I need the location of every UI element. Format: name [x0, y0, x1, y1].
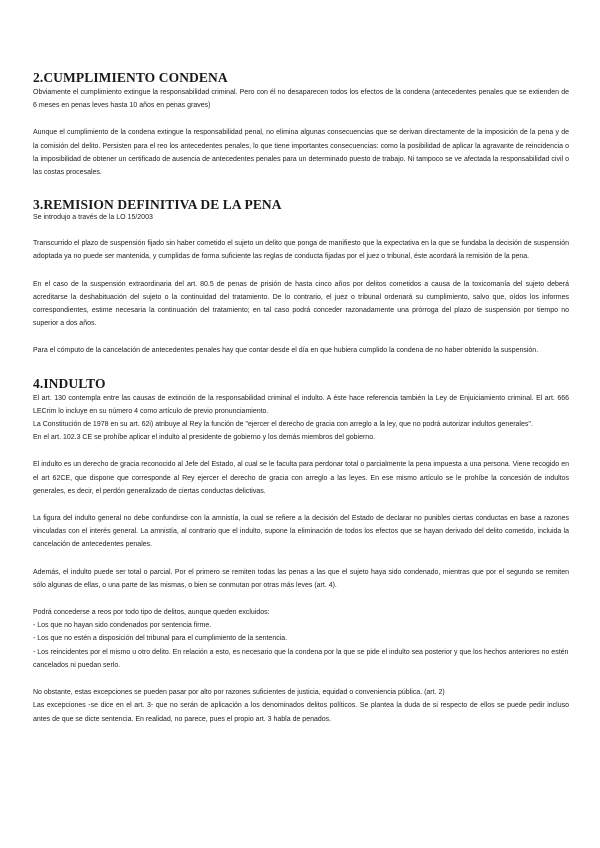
section-2-paragraph-1: Obviamente el cumplimiento extingue la responsabilidad criminal. Pero con él no desaparecen todos los efectos de la condena (antecedentes penales que se extienden de 6 meses en penas leves hasta 10 años en penas graves) — [33, 89, 569, 110]
section-2-heading: 2.CUMPLIMIENTO CONDENA — [33, 70, 228, 85]
section-4-paragraph-4: Además, el indulto puede ser total o parcial. Por el primero se remiten todas las penas a las que el sujeto haya sido condenado, mientras que por el segundo se remiten sólo algunas de ellas, o una parte de las mismas, o bien se conmutan por otras más leves (art. 4). — [33, 568, 569, 589]
section-4-paragraph-6-line-2: Las excepciones -se dice en el art. 3- que no serán de aplicación a los denominados delitos políticos. Se plantea la duda de si respecto de ellos se puede pedir incluso antes de que se dicte sentencia. En realidad, no parece, pues el propio art. 3 habla de penados. — [33, 702, 569, 723]
list-item: - Los que no estén a disposición del tribunal para el cumplimiento de la sentencia. — [33, 635, 288, 643]
list-item: - Los que no hayan sido condenados por sentencia firme. — [33, 622, 212, 630]
section-3-paragraph-1: Transcurrido el plazo de suspensión fijado sin haber cometido el sujeto un delito que ponga de manifiesto que la expectativa en la que se fundaba la decisión de suspensión adoptada ya no puede ser mantenida, y cumplidas de forma suficiente las reglas de conducta fijadas por el juez o tribunal, éste acordará la remisión de la pena. — [33, 240, 569, 261]
section-4-heading: 4.INDULTO — [33, 375, 106, 391]
section-4-line-1: El art. 130 contempla entre las causas de extinción de la responsabilidad criminal el indulto. A éste hace referencia también la Ley de Enjuiciamiento criminal. El art. 666 LECrim lo incluye en su número 4 como artículo de previo pronunciamiento. — [33, 394, 569, 415]
section-3-paragraph-3: Para el cómputo de la cancelación de antecedentes penales hay que contar desde el día en que hubiera cumplido la condena de no haber obtenido la suspensión. — [33, 347, 539, 355]
section-4-paragraph-2: El indulto es un derecho de gracia reconocido al Jefe del Estado, al cual se le faculta para perdonar total o parcialmente la pena impuesta a una persona. Viene recogido en el art 62CE, que dispone que corresponde al Rey ejercer el derecho de gracia con arreglo a las leyes. En ese mismo artículo se le prohíbe la concesión de indultos generales, es decir, el perdón generalizado de ciertas conductas delictivas. — [33, 461, 569, 495]
section-2-paragraph-2: Aunque el cumplimiento de la condena extingue la responsabilidad penal, no elimina algunas consecuencias que se derivan directamente de la imposición de la pena y de la comisión del delito. Persisten para el reo los antecedentes penales, lo que tiene importantes consecuencias: como la posibilidad de aplicar la agravante de reincidencia o la imposibilidad de obtener un certificado de ausencia de antecedentes penales para un determinado puesto de trabajo. Ni tampoco se ve afectada la responsabilidad civil o las costas procesales. — [33, 129, 569, 177]
list-item: - Los reincidentes por el mismo u otro delito. En relación a esto, es necesario que la condena por la que se pide el indulto sea posterior y que los hechos anteriores no estén cancelados ni puedan serlo. — [33, 648, 569, 669]
section-4-paragraph-6-line-1: No obstante, estas excepciones se pueden pasar por alto por razones suficientes de justicia, equidad o conveniencia pública. (art. 2) — [33, 689, 445, 697]
document-content — [33, 70, 569, 726]
section-4-paragraph-3: La figura del indulto general no debe confundirse con la amnistía, la cual se refiere a la decisión del Estado de declarar no punibles ciertas conductas en base a razones vinculadas con el interés general. La amnistía, al contrario que el indulto, supone la eliminación de todos los efectos que se hayan derivado del delito cometido, incluida la cancelación de antecedentes penales. — [33, 515, 569, 549]
section-4-exclusions-intro: Podrá concederse a reos por todo tipo de delitos, aunque queden excluidos: — [33, 609, 270, 617]
section-3-subtitle: Se introdujo a través de la LO 15/2003 — [33, 214, 153, 222]
section-3-paragraph-2: En el caso de la suspensión extraordinaria del art. 80.5 de penas de prisión de hasta cinco años por delitos cometidos a causa de la toxicomanía del sujeto deberá acreditarse la deshabituación del sujeto o la continuidad del tratamiento. De lo contrario, el juez o tribunal ordenará su cumplimiento, salvo que, oídos los informes correspondientes, estime necesaria la continuación del tratamiento; en tal caso podrá conceder razonadamente una prórroga del plazo de suspensión por tiempo no superior a dos años. — [33, 280, 569, 328]
section-3-heading: 3.REMISION DEFINITIVA DE LA PENA — [33, 197, 282, 213]
exclusions-list — [33, 619, 569, 672]
section-4-line-2: La Constitución de 1978 en su art. 62i) atribuye al Rey la función de "ejercer el derecho de gracia con arreglo a la ley, que no podrá autorizar indultos generales". — [33, 421, 533, 429]
section-4-line-3: En el art. 102.3 CE se prohíbe aplicar el indulto al presidente de gobierno y los demás miembros del gobierno. — [33, 434, 376, 442]
